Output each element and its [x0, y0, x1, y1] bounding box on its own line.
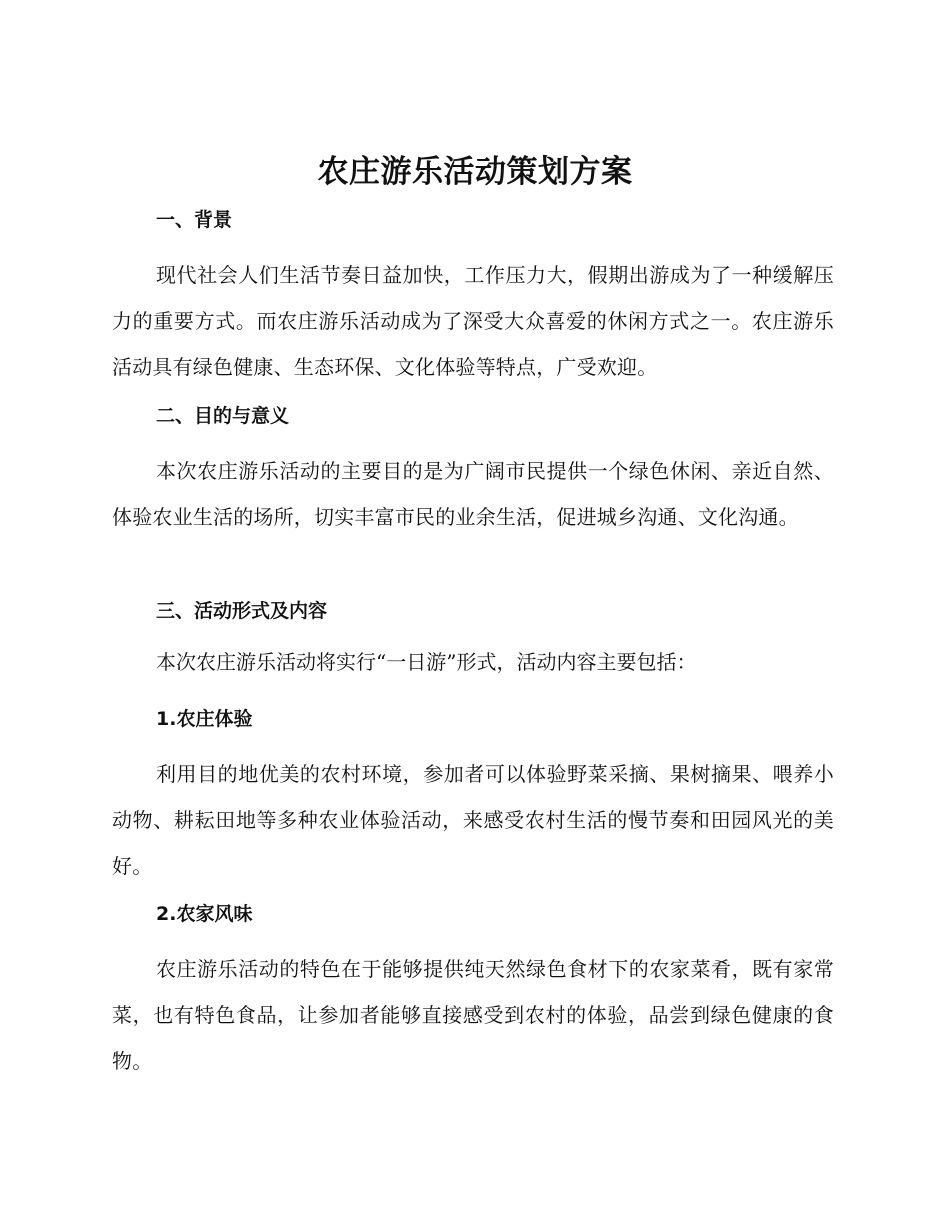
section-heading-background: 一、背景 [156, 209, 233, 231]
section-paragraph-background: 现代社会人们生活节奏日益加快，工作压力大，假期出游成为了一种缓解压力的重要方式。而农庄游乐活动成为了深受大众喜爱的休闲方式之一。农庄游乐活动具有绿色健康、生态环保、文化体验等特点，广受欢迎。 [112, 263, 834, 379]
section-paragraph-purpose: 本次农庄游乐活动的主要目的是为广阔市民提供一个绿色休闲、亲近自然、体验农业生活的场所，切实丰富市民的业余生活，促进城乡沟通、文化沟通。 [112, 459, 834, 529]
subsection-paragraph-farm-experience: 利用目的地优美的农村环境，参加者可以体验野菜采摘、果树摘果、喂养小动物、耕耘田地等多种农业体验活动，来感受农村生活的慢节奏和田园风光的美好。 [112, 762, 834, 878]
subsection-heading-farm-cuisine: 2.农家风味 [156, 903, 253, 925]
subsection-paragraph-farm-cuisine: 农庄游乐活动的特色在于能够提供纯天然绿色食材下的农家菜肴，既有家常菜，也有特色食品，让参加者能够直接感受到农村的体验，品尝到绿色健康的食物。 [112, 957, 834, 1073]
section-heading-purpose: 二、目的与意义 [156, 405, 290, 427]
document-title: 农庄游乐活动策划方案 [317, 154, 633, 190]
section-paragraph-activity-format: 本次农庄游乐活动将实行“一日游”形式，活动内容主要包括： [156, 650, 697, 674]
subsection-heading-farm-experience: 1.农庄体验 [156, 708, 253, 730]
section-heading-activity-format: 三、活动形式及内容 [156, 600, 328, 622]
